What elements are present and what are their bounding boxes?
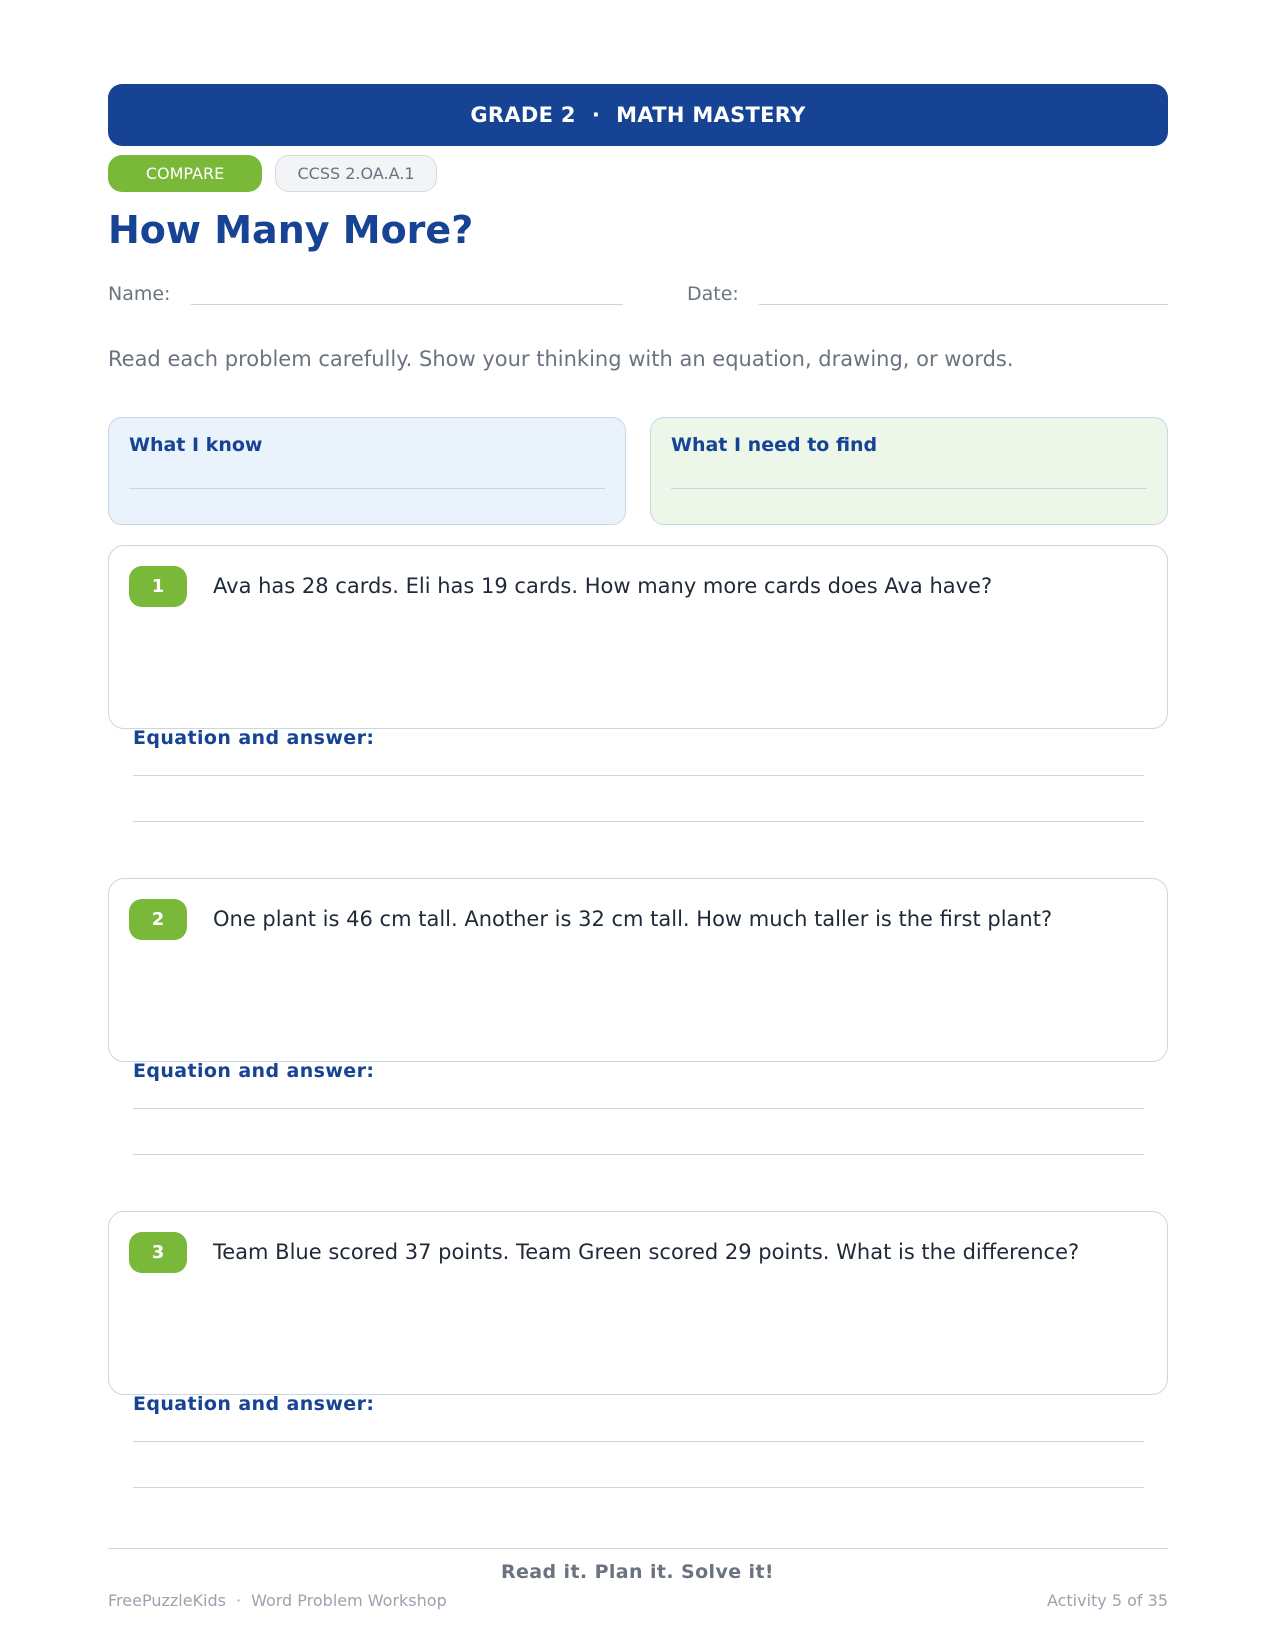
problem-card[interactable] (108, 878, 1168, 1062)
what-i-know-line[interactable] (129, 488, 605, 489)
footer-collection: Word Problem Workshop (251, 1591, 447, 1610)
problem-text: One plant is 46 cm tall. Another is 32 cm tall. How much taller is the first plant? (213, 907, 1053, 931)
footer-credits (108, 1591, 447, 1610)
problem-card[interactable] (108, 1211, 1168, 1395)
answer-label: Equation and answer: (133, 1393, 375, 1415)
problem-number-badge: 3 (129, 1232, 187, 1273)
name-field[interactable] (191, 304, 623, 305)
answer-line[interactable] (133, 775, 1144, 776)
problem-number-badge: 2 (129, 899, 187, 940)
what-i-know-label: What I know (129, 434, 263, 456)
problem-text: Ava has 28 cards. Eli has 19 cards. How many more cards does Ava have? (213, 574, 993, 598)
header-grade: GRADE 2 (470, 103, 576, 127)
answer-line[interactable] (133, 1154, 1144, 1155)
answer-line[interactable] (133, 1108, 1144, 1109)
problem-card[interactable] (108, 545, 1168, 729)
footer-divider (108, 1548, 1168, 1549)
what-i-need-to-find-box (650, 417, 1168, 525)
what-i-know-box (108, 417, 626, 525)
header-series: MATH MASTERY (616, 103, 806, 127)
activity-counter: Activity 5 of 35 (1046, 1591, 1168, 1610)
footer-motto: Read it. Plan it. Solve it! (500, 1561, 774, 1583)
standard-badge: CCSS 2.OA.A.1 (275, 155, 437, 192)
answer-line[interactable] (133, 1487, 1144, 1488)
name-label: Name: (108, 283, 171, 305)
answer-label: Equation and answer: (133, 1060, 375, 1082)
problem-number-badge: 1 (129, 566, 187, 607)
answer-line[interactable] (133, 1441, 1144, 1442)
date-field[interactable] (759, 304, 1168, 305)
footer-separator: · (235, 1591, 242, 1610)
header-separator: · (591, 103, 601, 127)
footer-brand: FreePuzzleKids (108, 1591, 226, 1610)
what-i-need-to-find-line[interactable] (671, 488, 1147, 489)
instructions: Read each problem carefully. Show your thinking with an equation, drawing, or words. (108, 347, 1014, 371)
problem-type-badge: COMPARE (108, 155, 262, 192)
header-bar (108, 84, 1168, 146)
problem-text: Team Blue scored 37 points. Team Green scored 29 points. What is the difference? (213, 1240, 1080, 1264)
answer-line[interactable] (133, 821, 1144, 822)
what-i-need-to-find-label: What I need to find (671, 434, 878, 456)
answer-label: Equation and answer: (133, 727, 375, 749)
page-title: How Many More? (108, 208, 474, 252)
date-label: Date: (687, 283, 739, 305)
